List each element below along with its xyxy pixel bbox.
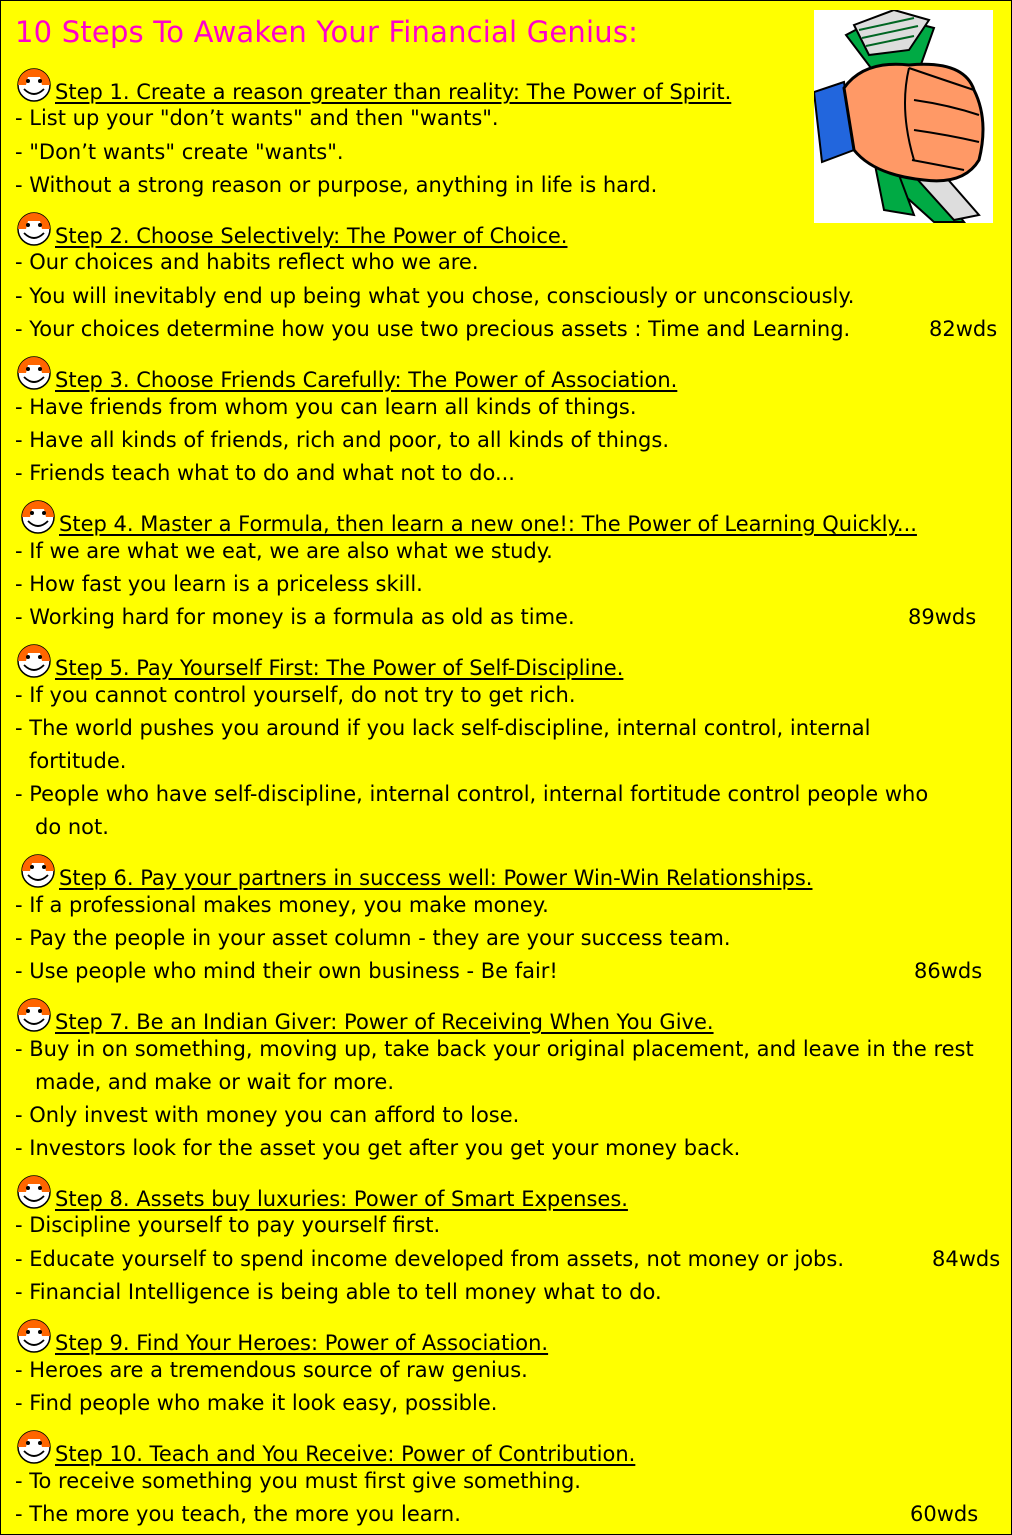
list-item: fortitude. bbox=[29, 749, 127, 773]
list-item: - How fast you learn is a priceless skill. bbox=[15, 572, 423, 596]
smiley-icon bbox=[15, 997, 53, 1033]
list-item: - Working hard for money is a formula as old as time. bbox=[15, 605, 575, 629]
step-9-heading: Step 9. Find Your Heroes: Power of Association. bbox=[15, 1318, 548, 1357]
step-1-heading: Step 1. Create a reason greater than reality: The Power of Spirit. bbox=[15, 67, 731, 106]
list-item: - Pay the people in your asset column - they are your success team. bbox=[15, 926, 731, 950]
list-item: - Heroes are a tremendous source of raw genius. bbox=[15, 1358, 528, 1382]
smiley-icon bbox=[15, 67, 53, 103]
list-item: - Only invest with money you can afford to lose. bbox=[15, 1103, 520, 1127]
list-item: do not. bbox=[35, 815, 109, 839]
page-title: 10 Steps To Awaken Your Financial Genius: bbox=[15, 15, 639, 49]
list-item: - Buy in on something, moving up, take back your original placement, and leave in the rest bbox=[15, 1037, 974, 1061]
list-item: - The more you teach, the more you learn. bbox=[15, 1502, 461, 1526]
smiley-icon bbox=[15, 1318, 53, 1354]
list-item: - If we are what we eat, we are also what we study. bbox=[15, 539, 553, 563]
smiley-icon bbox=[19, 853, 57, 889]
list-item: - Financial Intelligence is being able to tell money what to do. bbox=[15, 1280, 662, 1304]
smiley-icon bbox=[19, 499, 57, 535]
step-5-heading: Step 5. Pay Yourself First: The Power of Self-Discipline. bbox=[15, 643, 623, 682]
list-item: made, and make or wait for more. bbox=[35, 1070, 395, 1094]
list-item: - To receive something you must first give something. bbox=[15, 1469, 581, 1493]
list-item: - Use people who mind their own business - Be fair! bbox=[15, 959, 558, 983]
step-3-heading: Step 3. Choose Friends Carefully: The Power of Association. bbox=[15, 355, 677, 394]
list-item: - The world pushes you around if you lack self-discipline, internal control, internal bbox=[15, 716, 871, 740]
word-count: 60wds bbox=[910, 1502, 979, 1526]
smiley-icon bbox=[15, 1429, 53, 1465]
list-item: - Find people who make it look easy, possible. bbox=[15, 1391, 498, 1415]
step-7-heading: Step 7. Be an Indian Giver: Power of Receiving When You Give. bbox=[15, 997, 714, 1036]
smiley-icon bbox=[15, 211, 53, 247]
list-item: - If you cannot control yourself, do not try to get rich. bbox=[15, 683, 576, 707]
step-10-heading: Step 10. Teach and You Receive: Power of Contribution. bbox=[15, 1429, 635, 1468]
list-item: - List up your "don’t wants" and then "wants". bbox=[15, 106, 499, 130]
list-item: - Have all kinds of friends, rich and poor, to all kinds of things. bbox=[15, 428, 669, 452]
list-item: - Educate yourself to spend income developed from assets, not money or jobs. bbox=[15, 1247, 845, 1271]
list-item: - "Don’t wants" create "wants". bbox=[15, 140, 344, 164]
list-item: - Our choices and habits reflect who we are. bbox=[15, 250, 479, 274]
list-item: - Investors look for the asset you get after you get your money back. bbox=[15, 1136, 741, 1160]
list-item: - People who have self-discipline, internal control, internal fortitude control people who bbox=[15, 782, 929, 806]
list-item: - Your choices determine how you use two precious assets : Time and Learning. bbox=[15, 317, 851, 341]
list-item: - If a professional makes money, you make money. bbox=[15, 893, 549, 917]
fist-holding-money-icon bbox=[814, 10, 993, 223]
smiley-icon bbox=[15, 355, 53, 391]
step-2-heading: Step 2. Choose Selectively: The Power of Choice. bbox=[15, 211, 567, 250]
word-count: 89wds bbox=[908, 605, 977, 629]
word-count: 86wds bbox=[914, 959, 983, 983]
smiley-icon bbox=[15, 1174, 53, 1210]
list-item: - Friends teach what to do and what not to do... bbox=[15, 461, 515, 485]
step-6-heading: Step 6. Pay your partners in success well: Power Win-Win Relationships. bbox=[19, 853, 812, 892]
list-item: - Discipline yourself to pay yourself first. bbox=[15, 1213, 441, 1237]
smiley-icon bbox=[15, 643, 53, 679]
list-item: - Without a strong reason or purpose, anything in life is hard. bbox=[15, 173, 658, 197]
step-4-heading: Step 4. Master a Formula, then learn a new one!: The Power of Learning Quickly... bbox=[19, 499, 917, 538]
step-8-heading: Step 8. Assets buy luxuries: Power of Smart Expenses. bbox=[15, 1174, 628, 1213]
list-item: - You will inevitably end up being what you chose, consciously or unconsciously. bbox=[15, 284, 855, 308]
list-item: - Have friends from whom you can learn all kinds of things. bbox=[15, 395, 637, 419]
word-count: 84wds bbox=[932, 1247, 1001, 1271]
word-count: 82wds bbox=[929, 317, 998, 341]
